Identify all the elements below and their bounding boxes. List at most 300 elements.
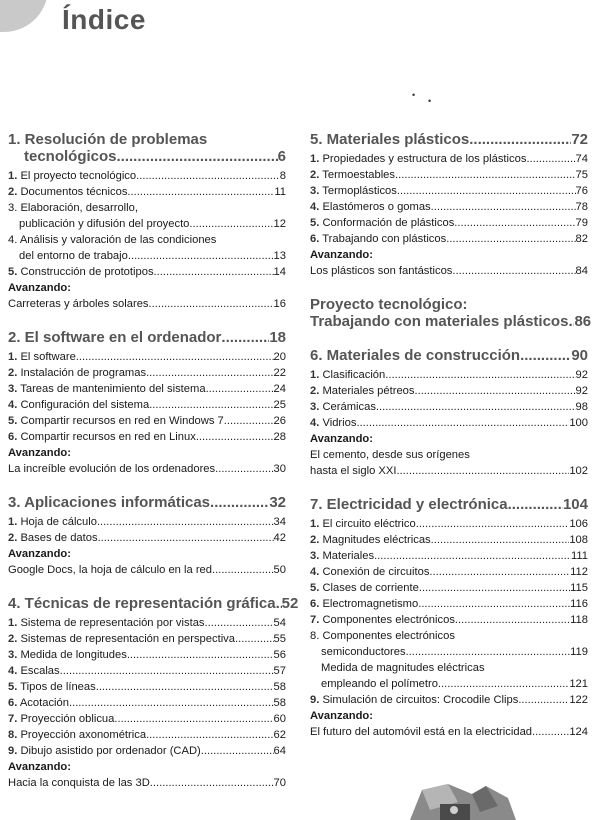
entry-page: 56 <box>273 649 286 661</box>
section-page: 32 <box>269 494 286 511</box>
entry-label <box>310 516 416 532</box>
toc-entry[interactable] <box>310 692 588 708</box>
entry-label <box>310 183 397 199</box>
entry-page: 34 <box>273 516 286 528</box>
entry-number: 9. <box>8 745 18 757</box>
section-heading[interactable] <box>8 595 299 612</box>
entry-page: 54 <box>273 617 286 629</box>
entry-label <box>310 399 376 415</box>
toc-entry[interactable] <box>8 615 286 631</box>
dot-leader <box>128 248 274 264</box>
toc-entry[interactable] <box>310 644 588 660</box>
entry-title: Medida de magnitudes eléctricas <box>321 662 485 674</box>
entry-title: Instalación de programas <box>20 367 147 379</box>
entry-title: Materiales pétreos <box>322 385 415 397</box>
entry-title: Sistema de representación por vistas <box>20 617 205 629</box>
toc-section <box>310 347 588 479</box>
advance-title: hasta el siglo XXI <box>310 465 397 477</box>
advance-entry[interactable] <box>310 463 588 479</box>
entry-title: Acotación <box>19 697 69 709</box>
toc-entry[interactable] <box>8 695 286 711</box>
dot-leader <box>189 216 273 232</box>
entry-number: 4. <box>310 201 320 213</box>
entry-number: 4. <box>8 665 18 677</box>
toc-left-column <box>8 131 299 808</box>
dot-leader <box>201 743 274 759</box>
toc-entry[interactable] <box>310 548 588 564</box>
dot-leader <box>416 516 570 532</box>
toc-entry[interactable] <box>310 516 588 532</box>
section-page: 90 <box>571 347 588 364</box>
dot-leader <box>98 530 274 546</box>
entry-number: 6. <box>310 233 320 245</box>
advance-label: Avanzando: <box>8 548 71 560</box>
advance-page: 124 <box>569 726 588 738</box>
entry-page: 11 <box>274 186 286 198</box>
entry-label <box>8 168 136 184</box>
toc-entry-list <box>8 168 286 312</box>
entry-number: 8. <box>310 630 320 642</box>
dot-leader <box>429 564 570 580</box>
toc-entry[interactable] <box>8 248 286 264</box>
entry-page: 13 <box>273 250 286 262</box>
entry-number: 2. <box>8 186 18 198</box>
entry-number: 6. <box>310 598 320 610</box>
entry-title-continued: publicación y difusión del proyecto <box>19 218 190 230</box>
entry-number: 1. <box>310 369 320 381</box>
dot-leader <box>127 184 274 200</box>
dot-leader <box>205 615 274 631</box>
advance-title: El futuro del automóvil está en la electricidad <box>310 726 533 738</box>
entry-label <box>8 349 76 365</box>
entry-label <box>310 548 374 564</box>
entry-title: Sistemas de representación en perspectiva <box>20 633 235 645</box>
entry-title: El proyecto tecnológico <box>20 170 137 182</box>
entry-title: Bases de datos <box>20 532 98 544</box>
dot-leader <box>146 365 273 381</box>
entry-title: Escalas <box>20 665 60 677</box>
dot-leader <box>376 399 576 415</box>
entry-label <box>8 663 60 679</box>
entry-number: 4. <box>310 566 320 578</box>
entry-title: Medida de longitudes <box>20 649 127 661</box>
toc-entry[interactable] <box>8 631 286 647</box>
section-heading-link[interactable] <box>8 148 286 165</box>
toc-entry[interactable] <box>310 367 588 383</box>
toc-entry[interactable] <box>310 676 588 692</box>
toc-entry[interactable] <box>8 530 286 546</box>
entry-title: Cerámicas <box>322 401 376 413</box>
dot-leader <box>210 494 269 511</box>
advance-page: 30 <box>273 463 286 475</box>
entry-number: 5. <box>8 681 18 693</box>
entry-title: Componentes electrónicos <box>322 630 455 642</box>
toc-entry[interactable] <box>8 365 286 381</box>
dot-leader <box>406 644 571 660</box>
toc-entry[interactable] <box>8 168 286 184</box>
dot-leader <box>396 463 569 479</box>
dot-leader <box>374 548 571 564</box>
toc-entry[interactable] <box>310 215 588 231</box>
entry-title: Simulación de circuitos: Crocodile Clips <box>322 694 519 706</box>
dot-leader <box>520 347 571 364</box>
entry-title: El software <box>20 351 76 363</box>
entry-label <box>310 167 395 183</box>
advance-page: 102 <box>569 465 588 477</box>
dot-leader <box>206 381 274 397</box>
entry-page: 22 <box>273 367 286 379</box>
toc-section <box>310 496 588 740</box>
dot-leader <box>454 215 575 231</box>
entry-number: 1. <box>8 351 18 363</box>
entry-page: 25 <box>273 399 286 411</box>
entry-number: 2. <box>8 367 18 379</box>
entry-number: 2. <box>8 532 18 544</box>
entry-page: 79 <box>575 217 588 229</box>
entry-title: Vidrios <box>322 417 357 429</box>
section-heading: 1. Resolución de problemas <box>8 131 208 148</box>
section-page: 86 <box>574 313 592 330</box>
entry-number: 2. <box>310 169 320 181</box>
entry-number: 3. <box>310 185 320 197</box>
advance-title: Los plásticos son fantásticos <box>310 265 453 277</box>
entry-number: 5. <box>8 415 18 427</box>
entry-title: Tipos de líneas <box>20 681 96 693</box>
entry-page: 111 <box>570 550 588 562</box>
toc-entry[interactable] <box>310 231 588 247</box>
dot-leader <box>526 151 575 167</box>
entry-number: 3. <box>8 649 18 661</box>
entry-page: 8 <box>279 170 286 182</box>
entry-title: Proyección axonométrica <box>20 729 147 741</box>
advance-page: 16 <box>273 298 286 310</box>
toc-entry[interactable] <box>8 663 286 679</box>
toc-entry-line <box>8 232 286 248</box>
entry-label <box>310 231 446 247</box>
entry-label <box>8 413 224 429</box>
section-heading[interactable] <box>310 496 588 513</box>
dot-leader <box>149 397 273 413</box>
toc-entry[interactable] <box>8 679 286 695</box>
entry-page: 115 <box>570 582 588 594</box>
advance-page: 70 <box>273 777 286 789</box>
entry-title: Conformación de plásticos <box>322 217 455 229</box>
dot-leader <box>117 148 278 165</box>
toc-entry-line <box>310 628 588 644</box>
toc-entry[interactable] <box>8 397 286 413</box>
advance-title: Google Docs, la hoja de cálculo en la red <box>8 564 212 576</box>
dot-leader <box>414 383 575 399</box>
advance-label: Avanzando: <box>310 249 373 261</box>
entry-number: 3. <box>310 401 320 413</box>
toc-section <box>8 329 286 477</box>
dot-leader <box>215 461 273 477</box>
entry-page: 28 <box>273 431 286 443</box>
entry-number: 1. <box>8 617 18 629</box>
toc-entry[interactable] <box>310 183 588 199</box>
entry-page: 78 <box>575 201 588 213</box>
entry-title: Termoplásticos <box>322 185 397 197</box>
entry-page: 58 <box>273 681 286 693</box>
toc-entry[interactable] <box>310 383 588 399</box>
entry-label <box>310 692 518 708</box>
section-title: 4. Técnicas de representación gráfica <box>8 595 276 612</box>
entry-label <box>8 679 96 695</box>
advance-title: Hacia la conquista de las 3D <box>8 777 150 789</box>
advance-title: La increíble evolución de los ordenadores <box>8 463 216 475</box>
toc-entry[interactable] <box>8 413 286 429</box>
entry-title: Clases de corriente <box>322 582 419 594</box>
entry-title: Hoja de cálculo <box>20 516 97 528</box>
entry-title: Proyección oblicua <box>20 713 115 725</box>
speck-dot: • <box>428 96 432 106</box>
entry-number: 7. <box>310 614 320 626</box>
entry-page: 20 <box>273 351 286 363</box>
toc-entry[interactable] <box>310 167 588 183</box>
entry-title-continued: del entorno de trabajo <box>19 250 128 262</box>
entry-number: 1. <box>8 170 18 182</box>
dot-leader <box>452 263 575 279</box>
dot-leader <box>455 612 570 628</box>
toc-entry-list <box>310 367 588 479</box>
entry-number: 1. <box>310 518 320 530</box>
entry-page: 58 <box>273 697 286 709</box>
section-title: 7. Electricidad y electrónica <box>310 496 508 513</box>
dot-leader <box>395 167 576 183</box>
entry-page: 121 <box>569 678 588 690</box>
entry-title: El circuito eléctrico <box>322 518 416 530</box>
dot-leader <box>96 679 274 695</box>
toc-entry-line <box>310 660 588 676</box>
dot-leader <box>235 631 274 647</box>
entry-label <box>310 564 429 580</box>
advance-entry[interactable] <box>310 724 588 740</box>
entry-page: 24 <box>273 383 286 395</box>
toc-entry-list <box>8 349 286 477</box>
entry-title: Compartir recursos en red en Windows 7 <box>20 415 224 427</box>
entry-title-continued: empleando el polímetro <box>321 678 438 690</box>
section-title: 3. Aplicaciones informáticas <box>8 494 211 511</box>
toc-entry[interactable] <box>310 612 588 628</box>
advance-entry[interactable] <box>8 562 286 578</box>
project-title: Trabajando con materiales plásticos <box>310 313 569 330</box>
entry-number: 3. <box>8 202 18 214</box>
dot-leader <box>196 429 274 445</box>
entry-page: 119 <box>570 646 588 658</box>
toc-entry-list <box>8 514 286 578</box>
entry-number: 2. <box>310 385 320 397</box>
advance-page: 84 <box>575 265 588 277</box>
toc-entry[interactable] <box>310 399 588 415</box>
advance-text-line: El cemento, desde sus orígenes <box>310 449 470 461</box>
entry-page: 100 <box>569 417 588 429</box>
dot-leader <box>418 596 570 612</box>
entry-title: Configuración del sistema <box>20 399 150 411</box>
entry-number: 1. <box>8 516 18 528</box>
advance-entry[interactable] <box>8 461 286 477</box>
toc-section <box>310 296 592 330</box>
dot-leader <box>127 647 274 663</box>
dot-leader <box>385 367 575 383</box>
entry-page: 14 <box>273 266 286 278</box>
entry-title: Elaboración, desarrollo, <box>20 202 138 214</box>
dot-leader <box>508 496 563 513</box>
entry-label <box>8 647 127 663</box>
entry-page: 82 <box>575 233 588 245</box>
entry-title: Tareas de mantenimiento del sistema <box>20 383 206 395</box>
entry-number: 3. <box>310 550 320 562</box>
entry-title: Documentos técnicos <box>20 186 128 198</box>
section-page: 18 <box>269 329 286 346</box>
entry-number: 4. <box>8 399 18 411</box>
toc-entry[interactable] <box>8 184 286 200</box>
entry-page: 26 <box>273 415 286 427</box>
dot-leader <box>60 663 274 679</box>
entry-page: 64 <box>273 745 286 757</box>
entry-page: 106 <box>569 518 588 530</box>
toc-entry[interactable] <box>310 596 588 612</box>
entry-page: 118 <box>570 614 588 626</box>
toc-section <box>310 131 588 279</box>
entry-label <box>8 530 98 546</box>
entry-title: Análisis y valoración de las condiciones <box>19 234 217 246</box>
entry-title: Construcción de prototipos <box>20 266 154 278</box>
advance-entry[interactable] <box>8 775 286 791</box>
dot-leader <box>212 562 274 578</box>
entry-label <box>310 199 431 215</box>
toc-entry[interactable] <box>310 199 588 215</box>
project-heading-link[interactable] <box>310 313 592 330</box>
entry-title: Conexión de circuitos <box>322 566 430 578</box>
dot-leader <box>149 296 274 312</box>
entry-label <box>310 580 419 596</box>
advance-entry[interactable] <box>8 296 286 312</box>
toc-entry[interactable] <box>310 564 588 580</box>
toc-entry-line <box>8 200 286 216</box>
dot-leader <box>532 724 569 740</box>
toc-entry[interactable] <box>8 727 286 743</box>
entry-number: 6. <box>8 697 18 709</box>
toc-entry[interactable] <box>310 580 588 596</box>
section-title: 5. Materiales plásticos <box>310 131 470 148</box>
entry-label <box>8 514 97 530</box>
dot-leader <box>431 199 576 215</box>
dot-leader <box>446 231 575 247</box>
entry-label <box>8 381 206 397</box>
toc-entry[interactable] <box>8 381 286 397</box>
toc-section <box>8 595 299 791</box>
dot-leader <box>221 329 269 346</box>
section-heading[interactable] <box>8 494 286 511</box>
toc-entry[interactable] <box>310 532 588 548</box>
entry-page: 98 <box>575 401 588 413</box>
advance-label: Avanzando: <box>310 433 373 445</box>
robot-illustration <box>400 780 520 820</box>
advance-label: Avanzando: <box>8 447 71 459</box>
advance-entry[interactable] <box>310 263 588 279</box>
toc-entry[interactable] <box>310 415 588 431</box>
toc-entry-list <box>8 615 286 791</box>
entry-number: 2. <box>8 633 18 645</box>
toc-entry[interactable] <box>8 429 286 445</box>
entry-title: Termoestables <box>322 169 396 181</box>
dot-leader <box>97 514 274 530</box>
dot-leader <box>419 580 570 596</box>
toc-entry[interactable] <box>310 151 588 167</box>
entry-label <box>8 711 114 727</box>
entry-label <box>8 743 201 759</box>
entry-page: 116 <box>570 598 588 610</box>
advance-title: Carreteras y árboles solares <box>8 298 149 310</box>
entry-title: Dibujo asistido por ordenador (CAD) <box>20 745 201 757</box>
toc-entry[interactable] <box>8 264 286 280</box>
dot-leader <box>469 131 571 148</box>
entry-page: 55 <box>273 633 286 645</box>
entry-number: 6. <box>8 431 18 443</box>
entry-label <box>8 727 146 743</box>
section-heading[interactable] <box>310 131 588 148</box>
entry-label <box>310 612 455 628</box>
entry-label <box>8 264 154 280</box>
page-title: Índice <box>62 4 146 35</box>
entry-number: 7. <box>8 713 18 725</box>
dot-leader <box>224 413 274 429</box>
dot-leader <box>136 168 280 184</box>
entry-title: Propiedades y estructura de los plásticos <box>322 153 527 165</box>
toc-entry[interactable] <box>8 216 286 232</box>
entry-title: Trabajando con plásticos <box>322 233 447 245</box>
dot-leader <box>114 711 273 727</box>
entry-label <box>8 397 149 413</box>
dot-leader <box>397 183 576 199</box>
entry-page: 12 <box>273 218 286 230</box>
toc-entry[interactable] <box>8 743 286 759</box>
toc-section <box>8 131 286 312</box>
entry-number: 5. <box>8 266 18 278</box>
entry-label <box>8 184 127 200</box>
toc-entry[interactable] <box>8 647 286 663</box>
speck-dot: • <box>412 90 416 100</box>
toc-entry-list <box>310 151 588 279</box>
entry-label <box>310 383 414 399</box>
entry-number: 2. <box>310 534 320 546</box>
toc-entry[interactable] <box>8 711 286 727</box>
entry-number: 3. <box>8 383 18 395</box>
entry-title: Magnitudes eléctricas <box>322 534 431 546</box>
entry-page: 62 <box>273 729 286 741</box>
entry-label <box>310 151 526 167</box>
toc-entry[interactable] <box>8 349 286 365</box>
section-heading[interactable] <box>8 329 286 346</box>
entry-page: 60 <box>273 713 286 725</box>
advance-label: Avanzando: <box>8 761 71 773</box>
dot-leader <box>69 695 274 711</box>
toc-entry[interactable] <box>8 514 286 530</box>
entry-page: 112 <box>570 566 588 578</box>
entry-number: 4. <box>8 234 18 246</box>
entry-title: Materiales <box>322 550 375 562</box>
dot-leader <box>76 349 274 365</box>
dot-leader <box>356 415 569 431</box>
section-heading[interactable] <box>310 347 588 364</box>
project-heading: Proyecto tecnológico: <box>310 296 468 313</box>
entry-label <box>8 429 196 445</box>
entry-label <box>310 596 418 612</box>
entry-number: 5. <box>310 217 320 229</box>
entry-label <box>310 367 385 383</box>
entry-title-continued: semiconductores <box>321 646 406 658</box>
entry-label <box>310 215 454 231</box>
